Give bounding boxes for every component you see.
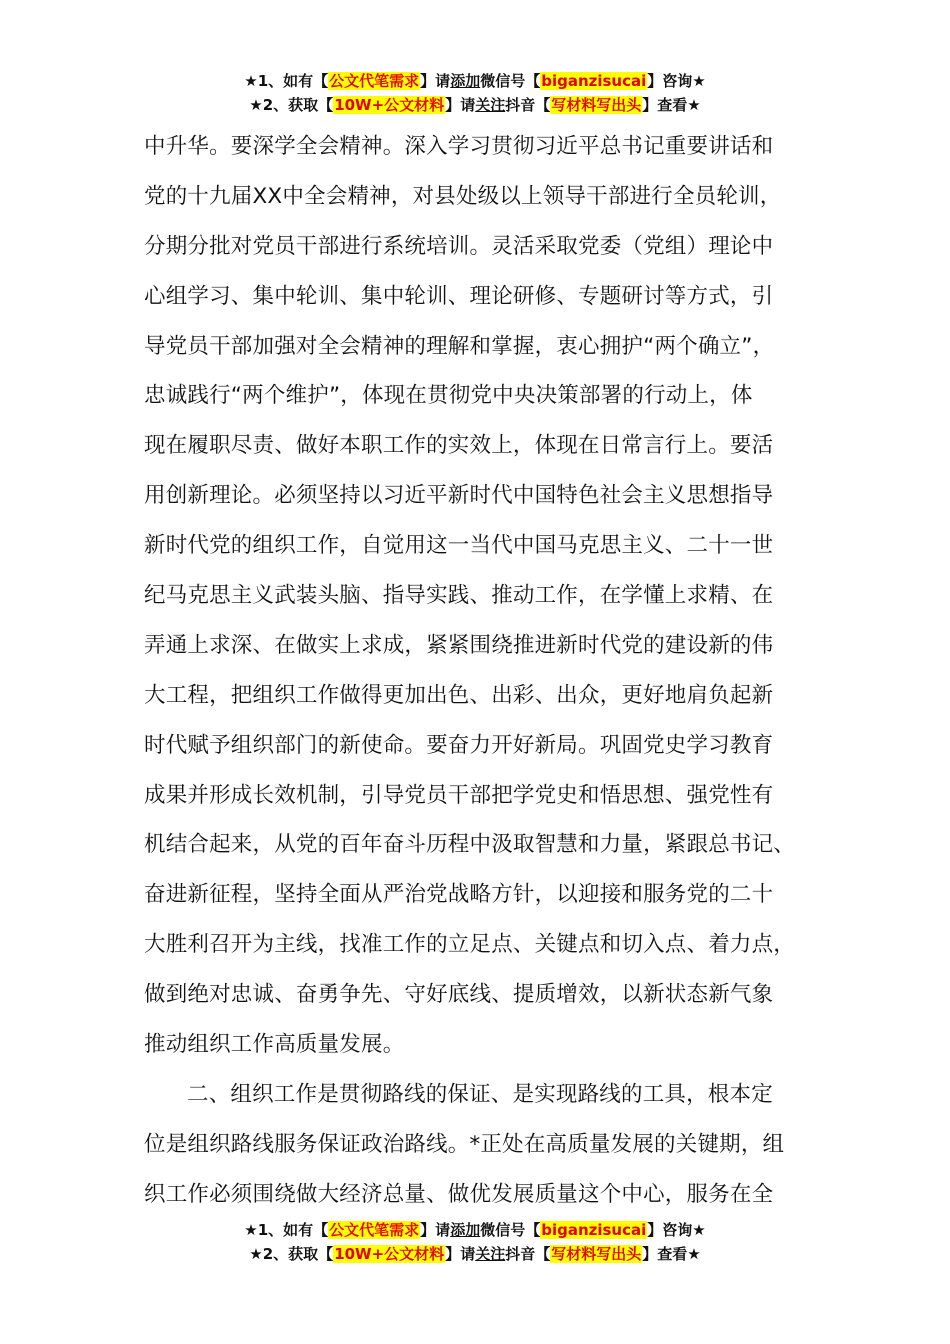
- banner-emphasis: 关注: [475, 96, 506, 114]
- body-line: 做到绝对忠诚、奋勇争先、守好底线、提质增效，以新状态新气象: [144, 982, 774, 1008]
- top-banner: [0, 69, 950, 117]
- banner-line-2: [0, 1242, 950, 1266]
- banner-text: 抖音【: [505, 96, 551, 114]
- body-line: 分期分批对党员干部进行系统培训。灵活采取党委（党组）理论中: [144, 233, 774, 259]
- body-line: 织工作必须围绕做大经济总量、做优发展质量这个中心，服务在全: [144, 1181, 774, 1207]
- section-heading-line: 二、组织工作是贯彻路线的保证、是实现路线的工具，根本定: [187, 1081, 773, 1107]
- body-line: 忠诚践行“两个维护”，体现在贯彻党中央决策部署的行动上，体: [144, 383, 753, 409]
- body-line: 奋进新征程，坚持全面从严治党战略方针，以迎接和服务党的二十: [144, 882, 774, 908]
- highlight-wechat-id: biganzisucai: [541, 1221, 647, 1239]
- highlight-douyin-account: 写材料写出头: [551, 1245, 642, 1263]
- banner-text: 微信号【: [480, 1221, 541, 1239]
- banner-text: ★2、获取【: [249, 96, 334, 114]
- banner-text: 抖音【: [505, 1245, 551, 1263]
- highlight-materials: 10W+公文材料: [334, 1245, 445, 1263]
- body-line: 位是组织路线服务保证政治路线。*正处在高质量发展的关键期，组: [144, 1131, 785, 1157]
- banner-text: ★2、获取【: [249, 1245, 334, 1263]
- banner-emphasis: 添加: [450, 1221, 481, 1239]
- banner-line-1: [0, 1218, 950, 1242]
- banner-emphasis: 关注: [475, 1245, 506, 1263]
- body-line: 导党员干部加强对全会精神的理解和掌握，衷心拥护“两个确立”，: [144, 333, 775, 359]
- body-line: 中升华。要深学全会精神。深入学习贯彻习近平总书记重要讲话和: [144, 134, 774, 159]
- body-line: 时代赋予组织部门的新使命。要奋力开好新局。巩固党史学习教育: [144, 732, 774, 758]
- banner-text: 】咨询★: [647, 1221, 706, 1239]
- banner-text: 】请: [445, 96, 476, 114]
- body-line: 推动组织工作高质量发展。: [144, 1032, 405, 1058]
- body-line: 用创新理论。必须坚持以习近平新时代中国特色社会主义思想指导: [144, 483, 774, 509]
- banner-text: ★1、如有【: [244, 1221, 329, 1239]
- body-line: 心组学习、集中轮训、集中轮训、理论研修、专题研讨等方式，引: [144, 283, 774, 309]
- body-line: 新时代党的组织工作，自觉用这一当代中国马克思主义、二十一世: [144, 533, 774, 559]
- banner-text: 微信号【: [480, 72, 541, 90]
- highlight-douyin-account: 写材料写出头: [551, 96, 642, 114]
- body-line: 大工程，把组织工作做得更加出色、出彩、出众，更好地肩负起新: [144, 682, 774, 708]
- banner-text: 】咨询★: [647, 72, 706, 90]
- banner-text: ★1、如有【: [244, 72, 329, 90]
- body-line: 现在履职尽责、做好本职工作的实效上，体现在日常言行上。要活: [144, 433, 774, 459]
- bottom-banner: [0, 1218, 950, 1266]
- highlight-wechat-id: biganzisucai: [541, 72, 647, 90]
- banner-text: 】查看★: [642, 96, 701, 114]
- body-line: 弄通上求深、在做实上求成，紧紧围绕推进新时代党的建设新的伟: [144, 632, 774, 658]
- highlight-materials: 10W+公文材料: [334, 96, 445, 114]
- banner-emphasis: 添加: [450, 72, 481, 90]
- banner-text: 】请: [420, 72, 451, 90]
- banner-text: 】查看★: [642, 1245, 701, 1263]
- body-line: 成果并形成长效机制，引导党员干部把学党史和悟思想、强党性有: [144, 782, 774, 808]
- highlight-service: 公文代笔需求: [329, 1221, 420, 1239]
- body-line: 大胜利召开为主线，找准工作的立足点、关键点和切入点、着力点，: [144, 932, 796, 958]
- body-line: 党的十九届XX中全会精神，对县处级以上领导干部进行全员轮训，: [144, 183, 782, 209]
- body-line: 纪马克思主义武装头脑、指导实践、推动工作，在学懂上求精、在: [144, 583, 774, 609]
- document-body: [144, 122, 809, 1220]
- banner-line-1: [0, 69, 950, 93]
- banner-text: 】请: [420, 1221, 451, 1239]
- highlight-service: 公文代笔需求: [329, 72, 420, 90]
- body-line: 机结合起来，从党的百年奋斗历程中汲取智慧和力量，紧跟总书记、: [144, 832, 796, 858]
- banner-line-2: [0, 93, 950, 117]
- banner-text: 】请: [445, 1245, 476, 1263]
